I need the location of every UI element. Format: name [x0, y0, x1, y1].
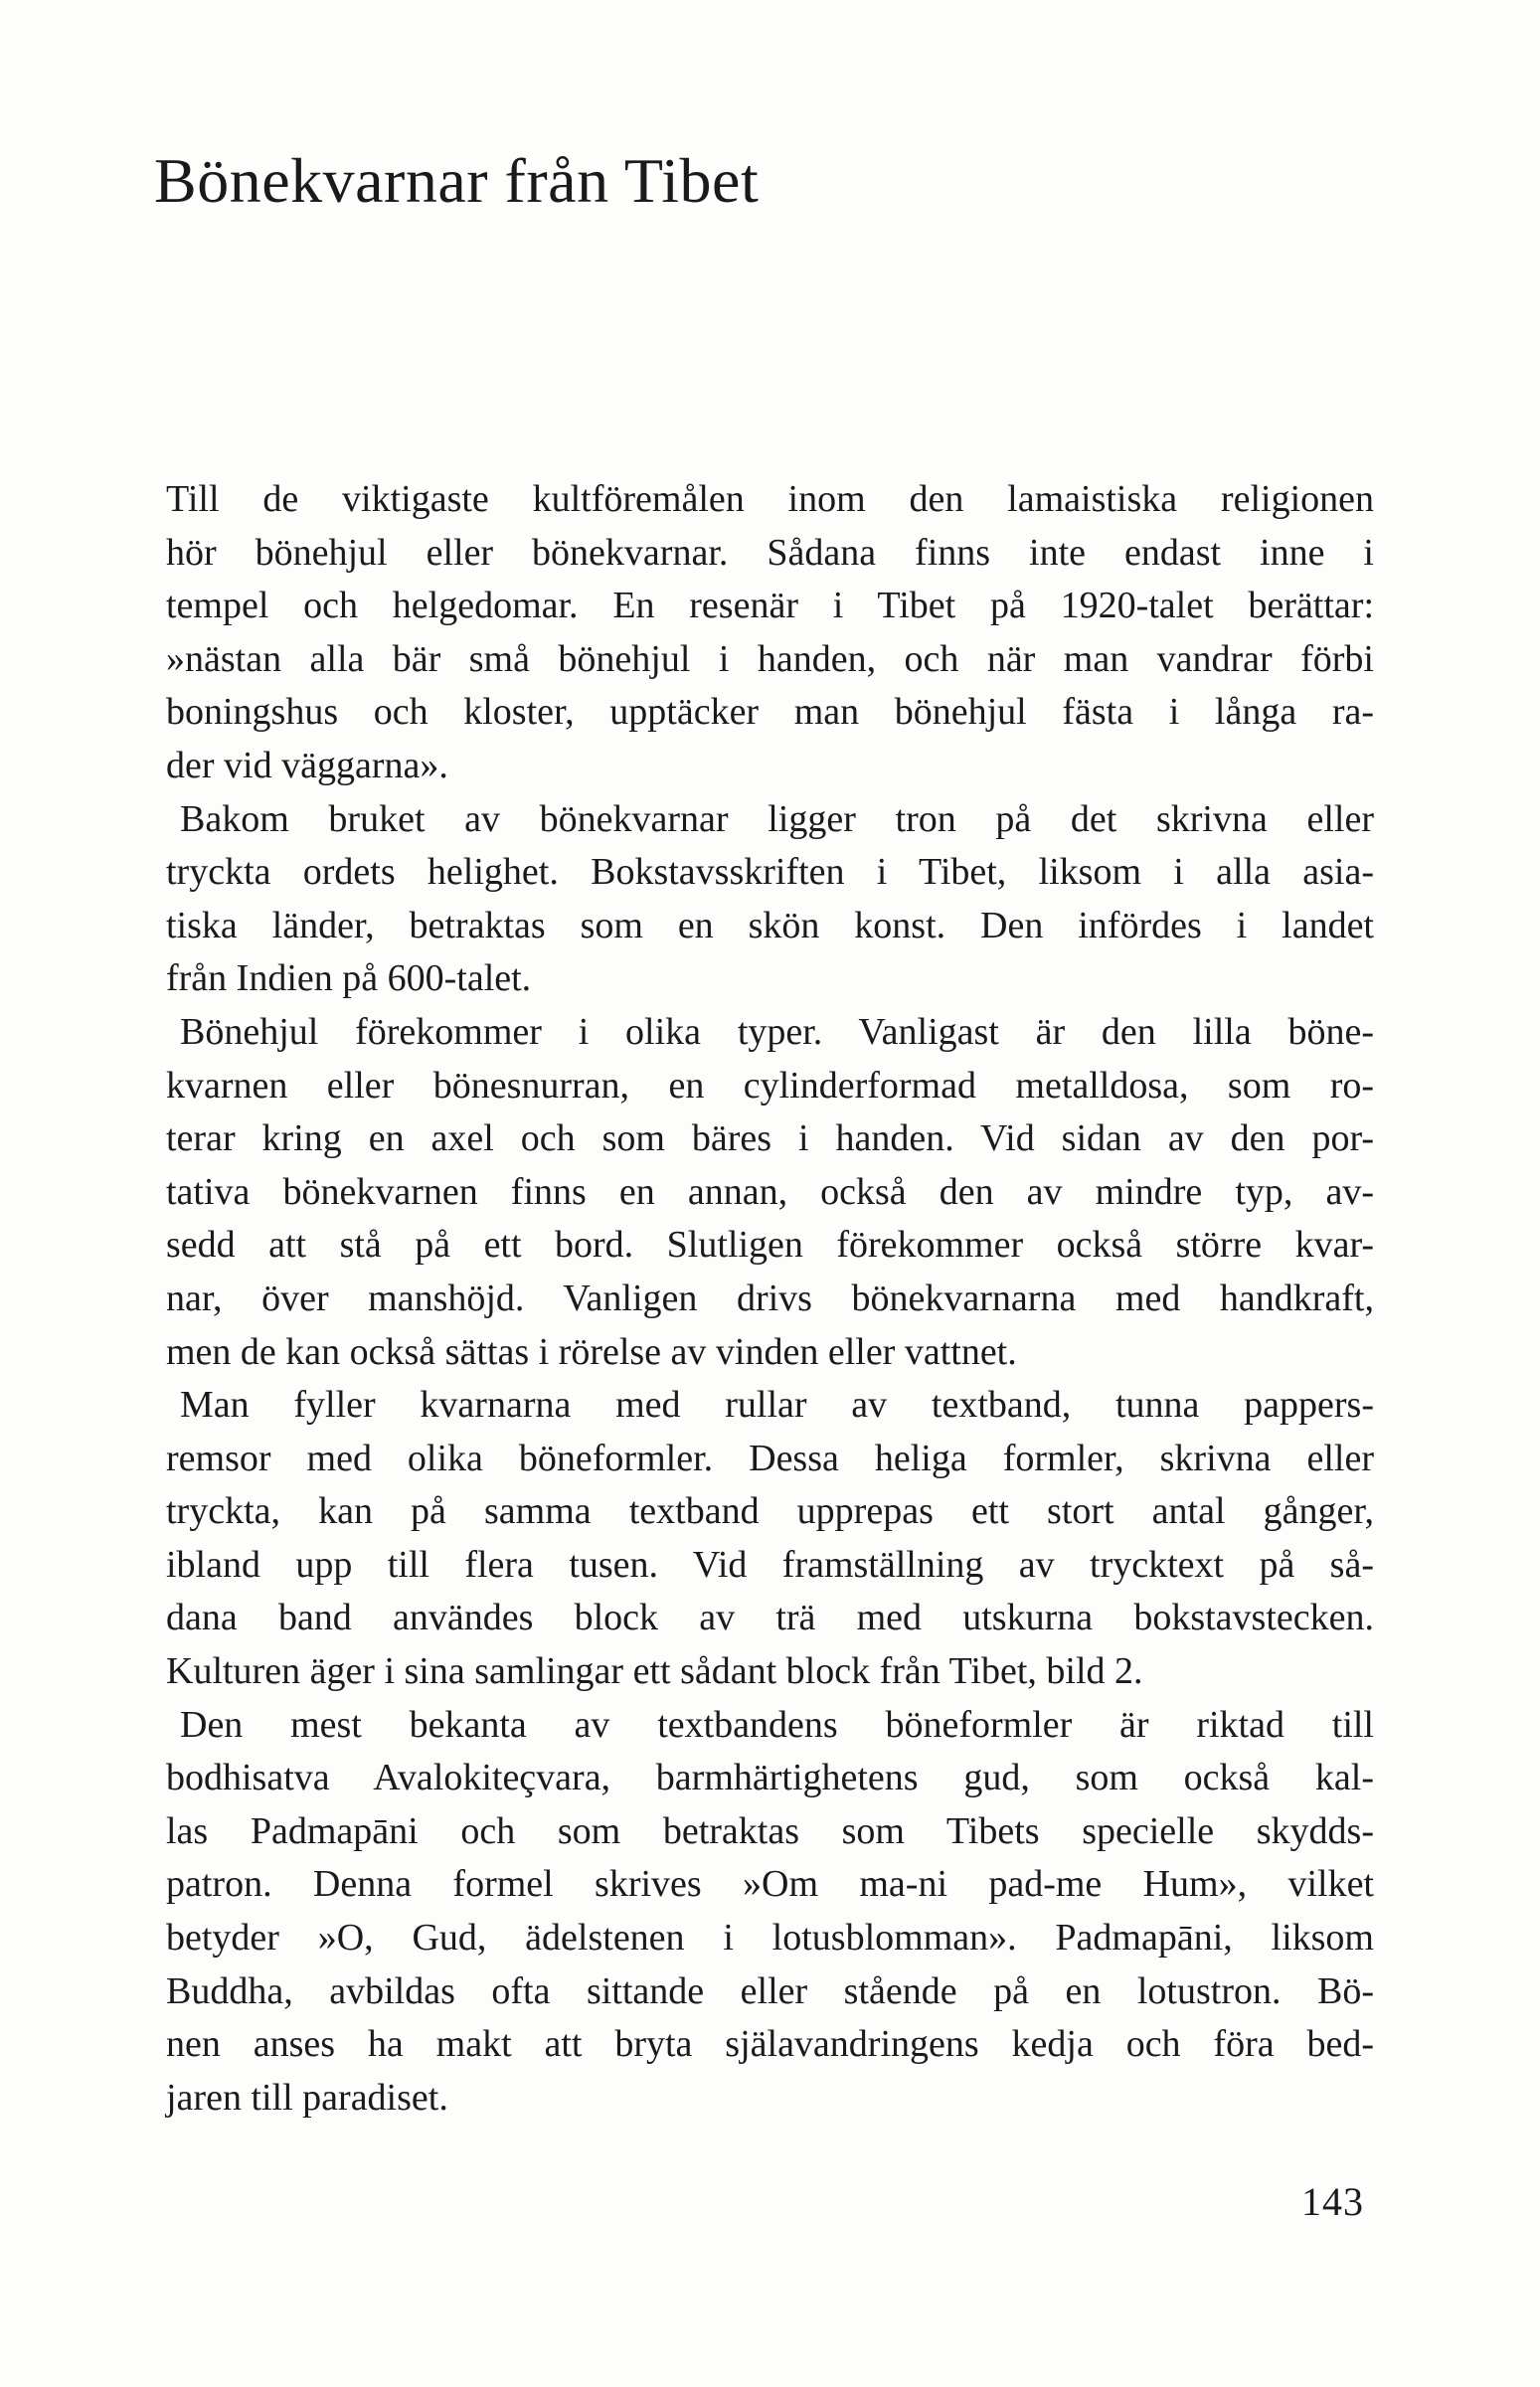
- text-line: Buddha, avbildas ofta sittande eller stående på en lotustron. Bö-: [166, 1969, 1374, 2012]
- text-line: sedd att stå på ett bord. Slutligen förekommer också större kvar-: [166, 1224, 1374, 1267]
- text-line: tryckta, kan på samma textband upprepas ett stort antal gånger,: [166, 1490, 1374, 1533]
- text-line: nen anses ha makt att bryta själavandringens kedja och föra bed-: [166, 2023, 1374, 2066]
- body-text: [166, 473, 1374, 2125]
- text-line: nar, över manshöjd. Vanligen drivs bönekvarnarna med handkraft,: [166, 1277, 1374, 1319]
- text-line: ibland upp till flera tusen. Vid framställning av trycktext på så-: [166, 1543, 1374, 1586]
- page-title: Bönekvarnar från Tibet: [154, 145, 760, 216]
- text-line: terar kring en axel och som bäres i handen. Vid sidan av den por-: [166, 1117, 1374, 1160]
- text-line: hör bönehjul eller bönekvarnar. Sådana finns inte endast inne i: [166, 531, 1374, 574]
- text-line: från Indien på 600-talet.: [166, 957, 532, 1000]
- text-line: las Padmapāni och som betraktas som Tibets specielle skydds-: [166, 1809, 1374, 1852]
- text-line: jaren till paradiset.: [166, 2076, 448, 2119]
- text-line: dana band användes block av trä med utskurna bokstavstecken.: [166, 1597, 1374, 1639]
- text-line: tryckta ordets helighet. Bokstavsskriften i Tibet, liksom i alla asia-: [166, 851, 1374, 894]
- text-line: Man fyller kvarnarna med rullar av textband, tunna pappers-: [180, 1384, 1374, 1427]
- text-line: kvarnen eller bönesnurran, en cylinderformad metalldosa, som ro-: [166, 1064, 1374, 1107]
- text-line: men de kan också sättas i rörelse av vinden eller vattnet.: [166, 1330, 1017, 1373]
- text-line: boningshus och kloster, upptäcker man bönehjul fästa i långa ra-: [166, 691, 1374, 734]
- page-number: 143: [1301, 2179, 1364, 2224]
- text-line: Bakom bruket av bönekvarnar ligger tron på det skrivna eller: [180, 797, 1374, 840]
- text-line: tativa bönekvarnen finns en annan, också den av mindre typ, av-: [166, 1170, 1374, 1213]
- text-line: remsor med olika böneformler. Dessa heliga formler, skrivna eller: [166, 1437, 1374, 1479]
- text-line: betyder »O, Gud, ädelstenen i lotusblomman». Padmapāni, liksom: [166, 1917, 1374, 1960]
- text-line: der vid väggarna».: [166, 744, 448, 786]
- text-line: tiska länder, betraktas som en skön konst. Den infördes i landet: [166, 904, 1374, 946]
- text-line: Den mest bekanta av textbandens böneformler är riktad till: [180, 1703, 1374, 1746]
- text-line: Bönehjul förekommer i olika typer. Vanligast är den lilla böne-: [180, 1010, 1374, 1053]
- text-line: Till de viktigaste kultföremålen inom den lamaistiska religionen: [166, 478, 1374, 520]
- text-line: »nästan alla bär små bönehjul i handen, och när man vandrar förbi: [166, 637, 1374, 680]
- text-line: tempel och helgedomar. En resenär i Tibet på 1920-talet berättar:: [166, 585, 1374, 627]
- text-line: bodhisatva Avalokiteçvara, barmhärtighetens gud, som också kal-: [166, 1757, 1374, 1799]
- text-line: Kulturen äger i sina samlingar ett sådant block från Tibet, bild 2.: [166, 1650, 1143, 1693]
- text-line: patron. Denna formel skrives »Om ma-ni pad-me Hum», vilket: [166, 1863, 1374, 1906]
